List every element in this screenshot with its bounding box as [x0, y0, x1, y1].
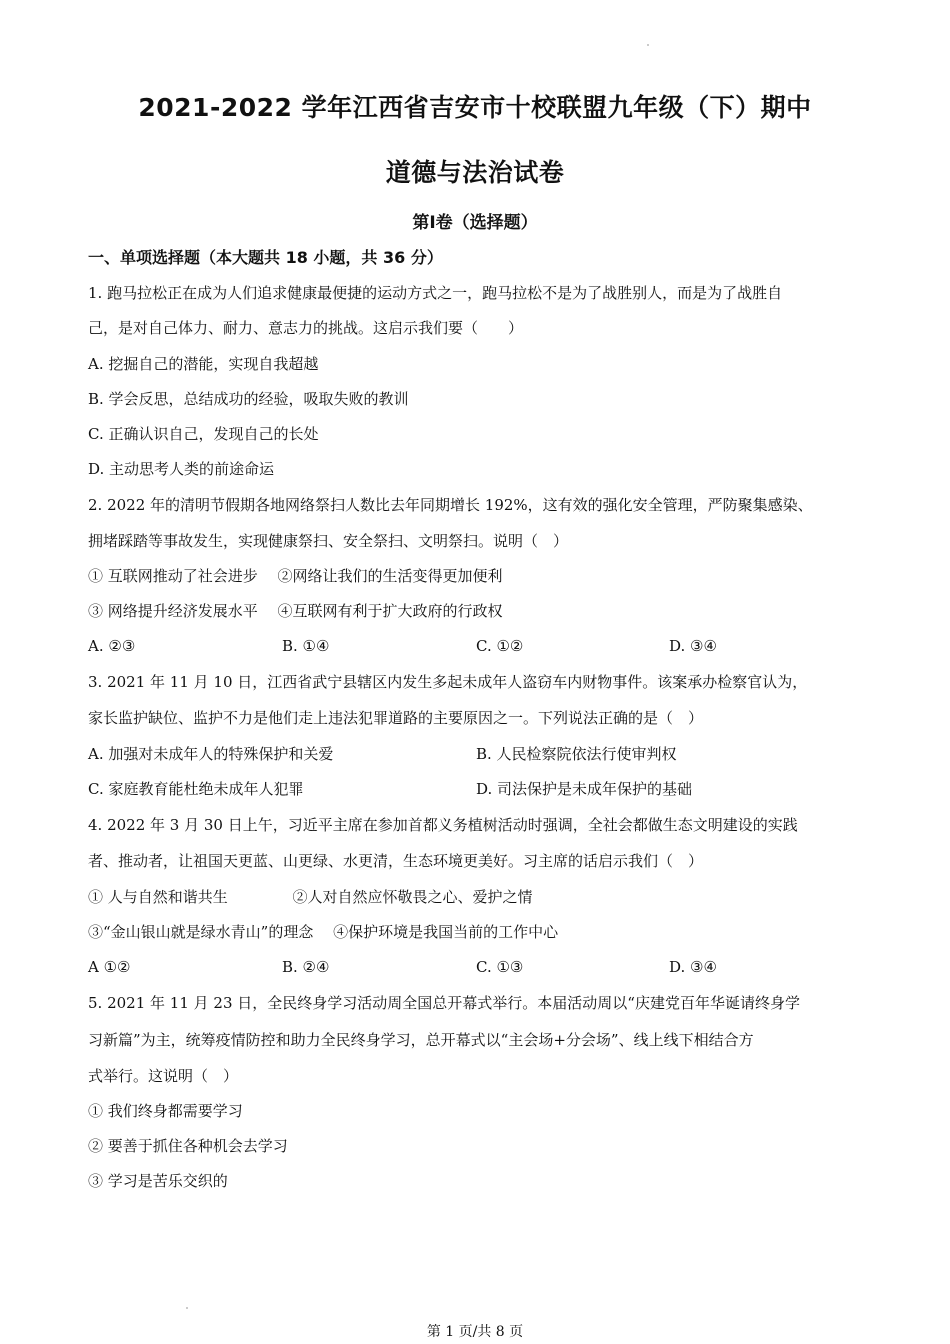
q5-stem-line3: 式举行。这说明（ ）: [88, 1067, 239, 1085]
exam-title-line1: 2021-2022 学年江西省吉安市十校联盟九年级（下）期中: [138, 93, 812, 122]
q1-option-b: B. 学会反思，总结成功的经验，吸取失败的教训: [88, 390, 409, 408]
q4-option-a: A ①②: [88, 958, 131, 976]
q1-option-c: C. 正确认识自己，发现自己的长处: [88, 425, 319, 443]
q5-stem-line2: 习新篇”为主，统筹疫情防控和助力全民终身学习，总开幕式以“主会场+分会场”、线上线下相结合方: [88, 1031, 754, 1049]
q4-stem-line2: 者、推动者，让祖国天更蓝、山更绿、水更清，生态环境更美好。习主席的话启示我们（ ）: [88, 852, 704, 870]
q3-stem-line2: 家长监护缺位、监护不力是他们走上违法犯罪道路的主要原因之一。下列说法正确的是（ ）: [88, 709, 704, 727]
q5-item-3: ③ 学习是苦乐交织的: [88, 1172, 228, 1190]
q2-items-line1: ① 互联网推动了社会进步 ②网络让我们的生活变得更加便利: [88, 567, 503, 585]
q2-option-d: D. ③④: [669, 637, 717, 655]
q3-option-b: B. 人民检察院依法行使审判权: [476, 745, 677, 763]
q2-option-c: C. ①②: [476, 637, 524, 655]
q4-stem-line1: 4. 2022 年 3 月 30 日上午，习近平主席在参加首都义务植树活动时强调，全社会都做生态文明建设的实践: [88, 816, 798, 834]
part-heading: 第Ⅰ卷（选择题）: [412, 213, 538, 233]
q3-option-a: A. 加强对未成年人的特殊保护和关爱: [88, 745, 334, 763]
q2-stem-line1: 2. 2022 年的清明节假期各地网络祭扫人数比去年同期增长 192%，这有效的强化安全管理，严防聚集感染、: [88, 496, 813, 514]
q1-option-d: D. 主动思考人类的前途命运: [88, 460, 275, 478]
q2-option-b: B. ①④: [282, 637, 330, 655]
q2-items-line2: ③ 网络提升经济发展水平 ④互联网有利于扩大政府的行政权: [88, 602, 503, 620]
q5-item-1: ① 我们终身都需要学习: [88, 1102, 243, 1120]
q3-stem-line1: 3. 2021 年 11 月 10 日，江西省武宁县辖区内发生多起未成年人盗窃车内财物事件。该案承办检察官认为，: [88, 673, 808, 691]
section-heading: 一、单项选择题（本大题共 18 小题，共 36 分）: [88, 248, 443, 267]
q4-option-b: B. ②④: [282, 958, 330, 976]
scan-dot: [647, 44, 649, 46]
q4-items-line2: ③“金山银山就是绿水青山”的理念 ④保护环境是我国当前的工作中心: [88, 923, 559, 941]
q1-option-a: A. 挖掘自己的潜能，实现自我超越: [88, 355, 319, 373]
q3-option-d: D. 司法保护是未成年保护的基础: [476, 780, 693, 798]
q5-stem-line1: 5. 2021 年 11 月 23 日，全民终身学习活动周全国总开幕式举行。本届活动周以“庆建党百年华诞请终身学: [88, 994, 800, 1012]
page-footer: 第 1 页/共 8 页: [426, 1324, 524, 1340]
q4-option-d: D. ③④: [669, 958, 717, 976]
q4-option-c: C. ①③: [476, 958, 524, 976]
q1-stem-line1: 1. 跑马拉松正在成为人们追求健康最便捷的运动方式之一，跑马拉松不是为了战胜别人，而是为了战胜自: [88, 284, 783, 302]
q4-items-line1: ① 人与自然和谐共生 ②人对自然应怀敬畏之心、爱护之情: [88, 888, 533, 906]
q2-option-a: A. ②③: [88, 637, 136, 655]
q5-item-2: ② 要善于抓住各种机会去学习: [88, 1137, 288, 1155]
q3-option-c: C. 家庭教育能杜绝未成年人犯罪: [88, 780, 304, 798]
exam-title-line2: 道德与法治试卷: [385, 158, 565, 187]
q1-stem-line2: 己，是对自己体力、耐力、意志力的挑战。这启示我们要（ ）: [88, 319, 524, 337]
q2-stem-line2: 拥堵踩踏等事故发生，实现健康祭扫、安全祭扫、文明祭扫。说明（ ）: [88, 532, 569, 550]
scan-dot: [186, 1307, 188, 1309]
